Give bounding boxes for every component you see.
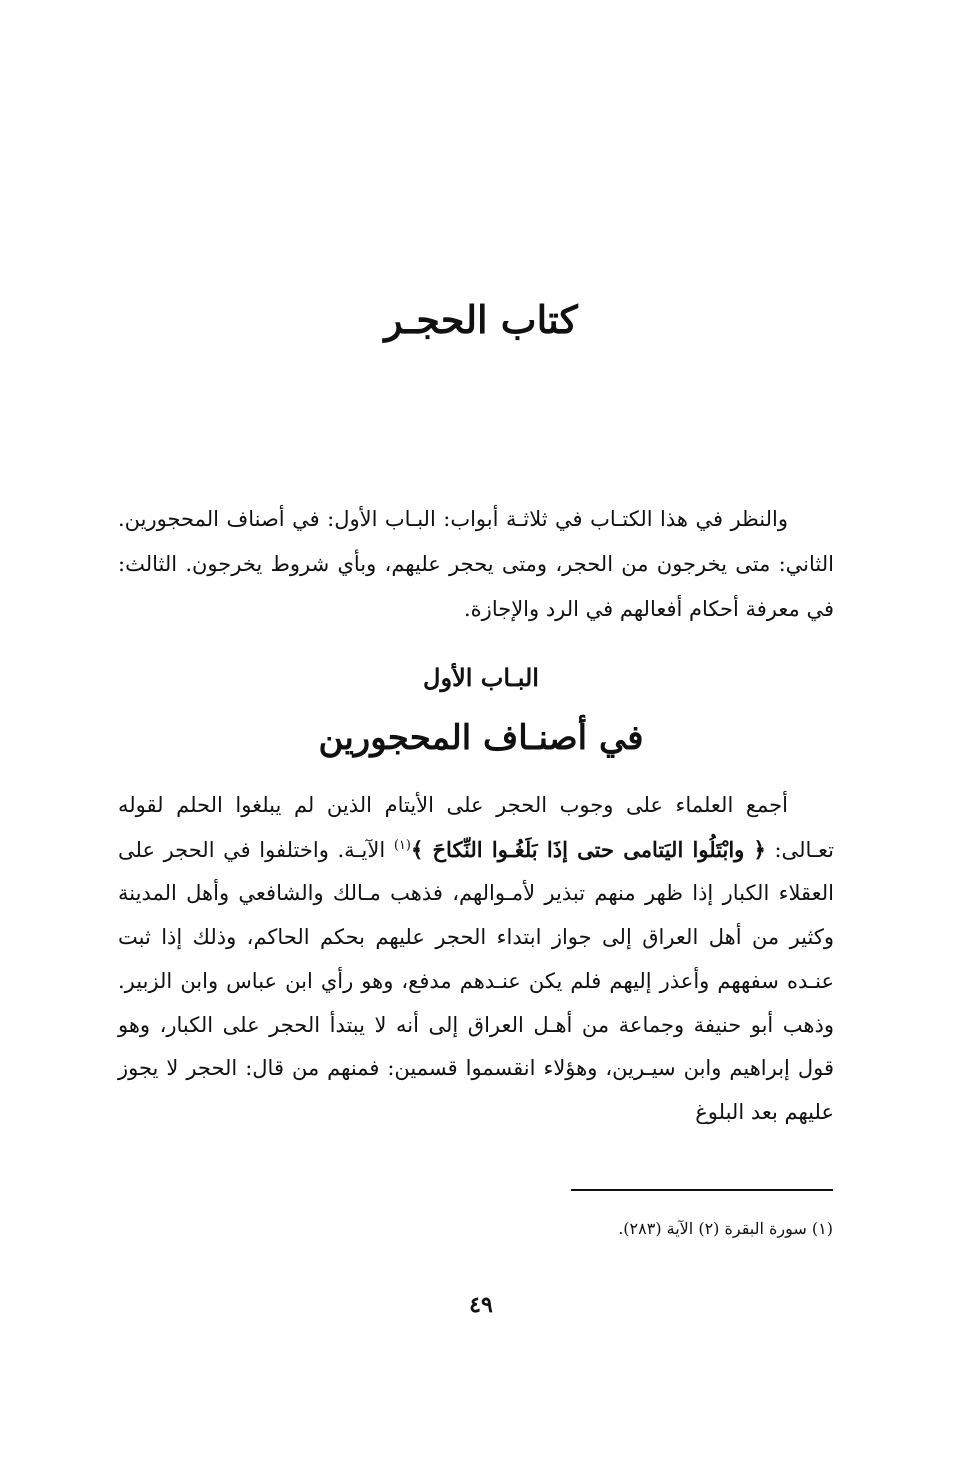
intro-paragraph [118,497,834,632]
footnote: (١) سورة البقرة (٢) الآية (٢٨٣). [618,1219,833,1238]
book-title: كتاب الحجـر [384,297,578,342]
body-paragraph [118,784,834,1135]
chapter-label: البـاب الأول [423,663,539,692]
page-number: ٤٩ [469,1292,493,1318]
quran-verse: ﴿ وابْتَلُوا اليَتامى حتى إذَا بَلَغُـوا النِّكاحَ ﴾ [410,836,766,862]
footnote-reference: (١) [393,837,411,853]
body-text-part2: الآيـة. واختلفوا في الحجر على العقلاء الكبار إذا ظهر منهم تبذير لأمـوالهم، فذهب مـالك والشافعي وأهل المدينة وكثير من أهل العراق إلى جواز ابتداء الحجر عليهم بحكم الحاكم، وذلك إذا ثبت عنـده سفههم وأعذر إليهم فلم يكن عنـدهم مدفع، وهو رأي ابن عباس وابن الزبير. وذهب أبو حنيفة وجماعة من أهـل العراق إلى أنه لا يبتدأ الحجر على الكبار، وهو قول إبراهيم وابن سيـرين، وهؤلاء انقسموا قسمين: فمنهم من قال: الحجر لا يجوز عليهم بعد البلوغ [118,837,834,1124]
footnote-divider [571,1189,833,1191]
intro-text: والنظر في هذا الكتـاب في ثلاثـة أبواب: البـاب الأول: في أصناف المحجورين. الثاني: متى يخرجون من الحجر، ومتى يحجر عليهم، وبأي شروط يخرجون. الثالث: في معرفة أحكام أفعالهم في الرد والإجازة. [118,507,834,621]
chapter-title: في أصنـاف المحجورين [318,718,644,758]
body-text-part1: أجمع العلماء على وجوب الحجر على الأيتام الذين لم يبلغوا الحلم لقوله تعـالى: [118,793,834,862]
